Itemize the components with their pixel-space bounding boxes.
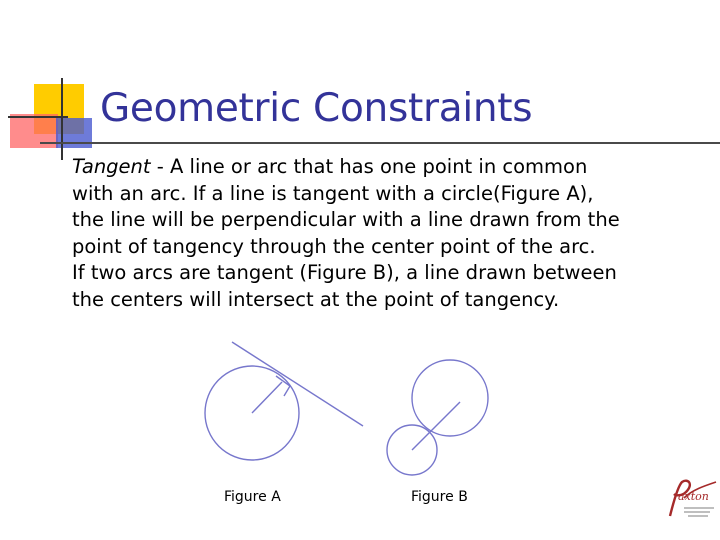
figure-a-tangent-line bbox=[232, 342, 363, 426]
body-line-6: the centers will intersect at the point of tangency. bbox=[72, 287, 560, 311]
body-line-3: the line will be perpendicular with a line drawn from the bbox=[72, 208, 620, 231]
figure-b-large-circle bbox=[412, 360, 488, 436]
decor-vertical-rule bbox=[61, 78, 63, 160]
figure-b-caption: Figure B bbox=[411, 489, 468, 505]
decor-horizontal-stub bbox=[8, 116, 68, 118]
svg-text:axton: axton bbox=[678, 490, 709, 503]
slide-body bbox=[72, 154, 712, 313]
body-line-1 bbox=[72, 154, 712, 181]
slide-title: Geometric Constraints bbox=[100, 86, 533, 131]
figure-a-caption: Figure A bbox=[224, 489, 281, 505]
figure-a-radius-line bbox=[252, 382, 282, 413]
term-tangent: Tangent bbox=[72, 155, 151, 178]
figure-b-drawing bbox=[387, 360, 488, 475]
body-line-2: with an arc. If a line is tangent with a circle(Figure A), bbox=[72, 181, 594, 205]
definition-text: - A line or arc that has one point in common bbox=[150, 155, 588, 178]
title-underline bbox=[40, 142, 720, 144]
paxton-logo bbox=[664, 476, 720, 524]
body-line-5: If two arcs are tangent (Figure B), a line drawn between bbox=[72, 261, 617, 284]
figure-a-drawing bbox=[205, 342, 363, 460]
tangency-figures bbox=[0, 330, 720, 490]
body-line-4: point of tangency through the center point of the arc. bbox=[72, 234, 596, 258]
